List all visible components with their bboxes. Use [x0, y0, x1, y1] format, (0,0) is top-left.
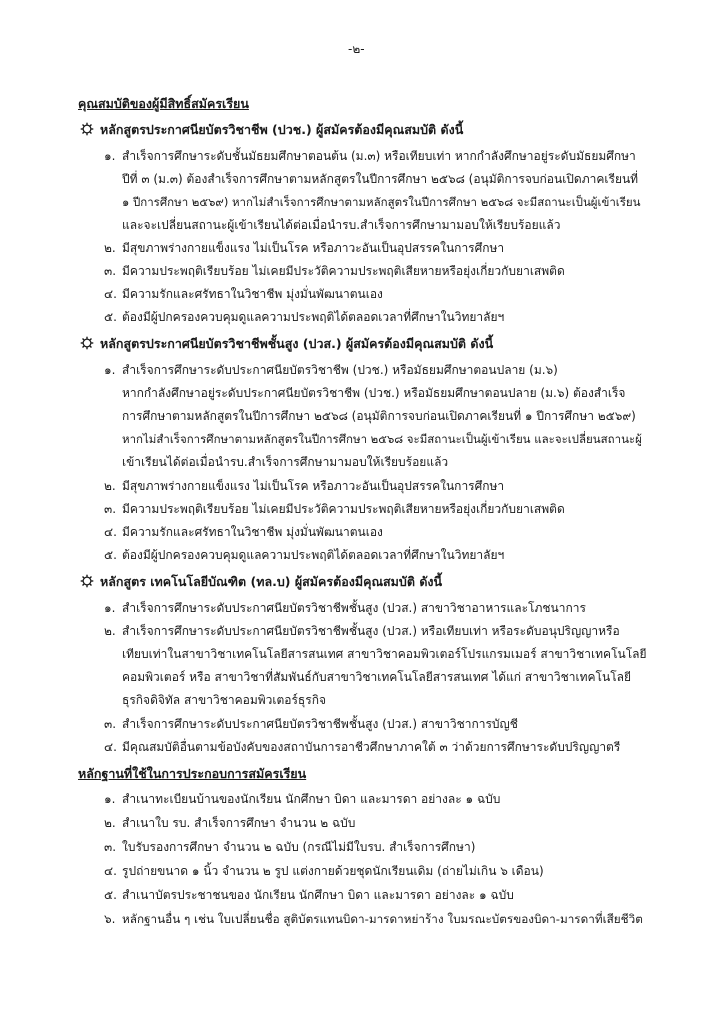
list-item-line: สำเร็จการศึกษาระดับประกาศนียบัตรวิชาชีพ (ปวช.) หรือมัธยมศึกษาตอนปลาย (ม.๖) — [122, 363, 558, 377]
evidence-item-text: สำเนาใบ รบ. สำเร็จการศึกษา จำนวน ๒ ฉบับ — [122, 816, 356, 830]
list-item-line: หากไม่สำเร็จการศึกษาตามหลักสูตรในปีการศึกษา ๒๕๖๘ จะมีสถานะเป็นผู้เข้าเรียน และจะเปลี่ยนสถานะผู้ — [122, 432, 642, 446]
list-item-line: คอมพิวเตอร์ หรือ สาขาวิชาที่สัมพันธ์กับสาขาวิชาเทคโนโลยีสารสนเทศ ได้แก่ สาขาวิชาเทคโนโลยี — [122, 670, 632, 684]
evidence-item-number: ๒. — [104, 816, 116, 830]
list-item-line: มีคุณสมบัติอื่นตามข้อบังคับของสถาบันการอาชีวศึกษาภาคใต้ ๓ ว่าด้วยการศึกษาระดับปริญญาตรี — [122, 740, 621, 754]
list-item-number: ๓. — [104, 502, 117, 516]
list-item-line: และจะเปลี่ยนสถานะผู้เข้าเรียนได้ต่อเมื่อนำรบ.สำเร็จการศึกษามามอบให้เรียบร้อยแล้ว — [122, 218, 561, 232]
evidence-item-number: ๑. — [104, 792, 116, 806]
evidence-heading: หลักฐานที่ใช้ในการประกอบการสมัครเรียน — [78, 766, 307, 781]
list-item-number: ๓. — [104, 264, 117, 278]
list-item-line: มีสุขภาพร่างกายแข็งแรง ไม่เป็นโรค หรือภาวะอันเป็นอุปสรรคในการศึกษา — [122, 241, 505, 255]
section-pvc-title — [80, 122, 463, 138]
evidence-item-number: ๖. — [104, 912, 116, 926]
list-item-line: หากกำลังศึกษาอยู่ระดับประกาศนียบัตรวิชาชีพ (ปวช.) หรือมัธยมศึกษาตอนปลาย (ม.๖) ต้องสำเร็จ — [122, 386, 626, 400]
list-item-line: เข้าเรียนได้ต่อเมื่อนำรบ.สำเร็จการศึกษามามอบให้เรียบร้อยแล้ว — [122, 455, 449, 469]
list-item-number: ๑. — [104, 363, 116, 377]
page-number: -๒- — [348, 42, 365, 56]
list-item-number: ๒. — [104, 624, 116, 638]
list-item-number: ๕. — [104, 310, 117, 324]
list-item-number: ๔. — [104, 287, 117, 301]
list-item-number: ๔. — [104, 525, 117, 539]
list-item-line: มีความรักและศรัทธาในวิชาชีพ มุ่งมั่นพัฒนาตนเอง — [122, 525, 383, 539]
list-item-line: เทียบเท่าในสาขาวิชาเทคโนโลยีสารสนเทศ สาขาวิชาคอมพิวเตอร์โปรแกรมเมอร์ สาขาวิชาเทคโนโลยี — [122, 647, 647, 661]
list-item-line: สำเร็จการศึกษาระดับประกาศนียบัตรวิชาชีพชั้นสูง (ปวส.) สาขาวิชาอาหารและโภชนาการ — [122, 601, 586, 615]
list-item-number: ๒. — [104, 479, 116, 493]
list-item-number: ๔. — [104, 740, 117, 754]
section-bachelor-title — [80, 574, 442, 590]
list-item-line: ต้องมีผู้ปกครองควบคุมดูแลความประพฤติได้ตลอดเวลาที่ศึกษาในวิทยาลัยฯ — [122, 548, 505, 562]
evidence-item-text: สำเนาทะเบียนบ้านของนักเรียน นักศึกษา บิดา และมารดา อย่างละ ๑ ฉบับ — [122, 792, 501, 806]
list-item-number: ๒. — [104, 241, 116, 255]
section-title-text: หลักสูตรประกาศนียบัตรวิชาชีพชั้นสูง (ปวส.) ผู้สมัครต้องมีคุณสมบัติ ดังนี้ — [100, 336, 494, 351]
evidence-item-number: ๓. — [104, 840, 117, 854]
gear-icon — [80, 336, 94, 350]
list-item-line: การศึกษาตามหลักสูตรในปีการศึกษา ๒๕๖๘ (อนุมัติการจบก่อนเปิดภาคเรียนที่ ๑ ปีการศึกษา ๒๕๖๙) — [122, 409, 636, 423]
evidence-item-text: ใบรับรองการศึกษา จำนวน ๒ ฉบับ (กรณีไม่มีใบรบ. สำเร็จการศึกษา) — [122, 840, 476, 854]
list-item-line: มีความประพฤติเรียบร้อย ไม่เคยมีประวัติความประพฤติเสียหายหรือยุ่งเกี่ยวกับยาเสพติด — [122, 502, 565, 516]
list-item-line: มีสุขภาพร่างกายแข็งแรง ไม่เป็นโรค หรือภาวะอันเป็นอุปสรรคในการศึกษา — [122, 479, 505, 493]
evidence-item-text: หลักฐานอื่น ๆ เช่น ใบเปลี่ยนชื่อ สูติบัตรแทนบิดา-มารดาหย่าร้าง ใบมรณะบัตรของบิดา-มารดาที่เสียชีวิต — [122, 912, 643, 926]
section-hvc-title — [80, 336, 493, 352]
gear-icon — [80, 122, 94, 136]
list-item-line: ๑ ปีการศึกษา ๒๕๖๙) หากไม่สำเร็จการศึกษาตามหลักสูตรในปีการศึกษา ๒๕๖๘ จะมีสถานะเป็นผู้เข้าเรียน — [122, 195, 641, 209]
evidence-item-number: ๔. — [104, 864, 117, 878]
list-item-line: ต้องมีผู้ปกครองควบคุมดูแลความประพฤติได้ตลอดเวลาที่ศึกษาในวิทยาลัยฯ — [122, 310, 505, 324]
eligibility-heading: คุณสมบัติของผู้มีสิทธิ์สมัครเรียน — [78, 96, 249, 111]
list-item-line: สำเร็จการศึกษาระดับประกาศนียบัตรวิชาชีพชั้นสูง (ปวส.) สาขาวิชาการบัญชี — [122, 717, 518, 731]
list-item-number: ๑. — [104, 601, 116, 615]
gear-icon — [80, 574, 94, 588]
section-title-text: หลักสูตร เทคโนโลยีบัณฑิต (ทล.บ) ผู้สมัครต้องมีคุณสมบัติ ดังนี้ — [100, 574, 443, 589]
list-item-number: ๕. — [104, 548, 117, 562]
list-item-line: ธุรกิจดิจิทัล สาขาวิชาคอมพิวเตอร์ธุรกิจ — [122, 693, 326, 707]
list-item-line: ปีที่ ๓ (ม.๓) ต้องสำเร็จการศึกษาตามหลักสูตรในปีการศึกษา ๒๕๖๘ (อนุมัติการจบก่อนเปิดภาคเรียนที่ — [122, 172, 639, 186]
section-title-text: หลักสูตรประกาศนียบัตรวิชาชีพ (ปวช.) ผู้สมัครต้องมีคุณสมบัติ ดังนี้ — [100, 122, 464, 137]
list-item-line: มีความรักและศรัทธาในวิชาชีพ มุ่งมั่นพัฒนาตนเอง — [122, 287, 383, 301]
evidence-item-text: สำเนาบัตรประชาชนของ นักเรียน นักศึกษา บิดา และมารดา อย่างละ ๑ ฉบับ — [122, 888, 514, 902]
evidence-item-number: ๕. — [104, 888, 117, 902]
list-item-number: ๑. — [104, 149, 116, 163]
list-item-line: สำเร็จการศึกษาระดับประกาศนียบัตรวิชาชีพชั้นสูง (ปวส.) หรือเทียบเท่า หรือระดับอนุปริญญาหรือ — [122, 624, 620, 638]
list-item-number: ๓. — [104, 717, 117, 731]
list-item-line: มีความประพฤติเรียบร้อย ไม่เคยมีประวัติความประพฤติเสียหายหรือยุ่งเกี่ยวกับยาเสพติด — [122, 264, 565, 278]
evidence-item-text: รูปถ่ายขนาด ๑ นิ้ว จำนวน ๒ รูป แต่งกายด้วยชุดนักเรียนเดิม (ถ่ายไม่เกิน ๖ เดือน) — [122, 864, 544, 878]
list-item-line: สำเร็จการศึกษาระดับชั้นมัธยมศึกษาตอนต้น (ม.๓) หรือเทียบเท่า หากกำลังศึกษาอยู่ระดับมัธยมศึกษา — [122, 149, 636, 163]
